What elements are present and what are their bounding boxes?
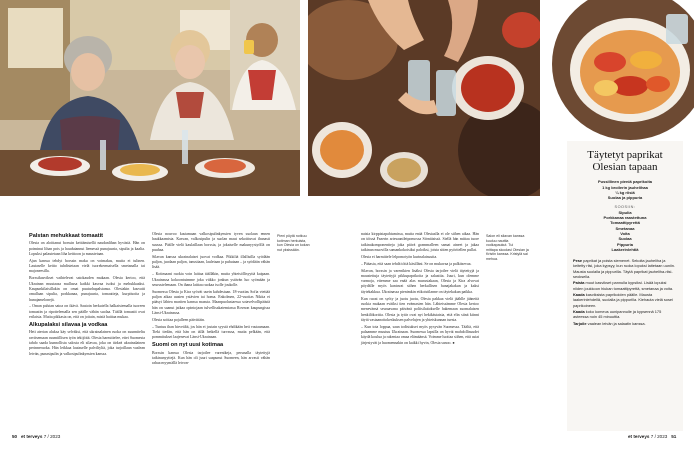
paragraph: Suomessa Olesia ja Kira syövät usein kahdestaan. 18-vuotias Sofia viettää paljon aikaa uusien ystävien tai homa. Enkolmen, 22-vuotias Nikita ei pääsyt lähtea mariten kanssa maasta. Maanpuolustaessa sotavelvollipäästä hän on saanut jatkaa opintojaan tulvellisakatemiassa Rovnon kaupungissa Länsi-Ukrainassa. — [152, 289, 270, 315]
ingredient-item: Sipulia — [618, 209, 632, 215]
footer-left — [12, 434, 60, 439]
ingredient-item: Smetanaa — [615, 225, 635, 231]
photo-hands-with-dishes — [308, 0, 540, 196]
paragraph: naisia kirppistapahtumissa, mutta enää Olesiaalla ei ole siihen aikaa. Hän on töissä Fazerin artesaanileipomossa Sörnäisissä. Siellä hän mittaa tuore taikinakomponentteja joka päivä grammalleen samat aineet ja jakaa taikinan muovilla samankokoisiksi paloiksi, joista sitten pyöritellen pullat. — [361, 232, 479, 252]
paragraph: Olesia ei harmittele lelpomotyön kurinalaisuutta. — [361, 254, 438, 259]
subheading-palsta: Palstan mehukkaat tomaatit — [29, 233, 103, 239]
paragraph: – Kotimaani ruokia voin laittaa täälläkin, mutta yhteisöllisyyttä kaipaan. Ukrainassa kokoontuimme joka viikko jonkun ystävän luo syömään ja seurustelemaan. On ihana laittaa ruokaa isolle joukolle. — [152, 272, 270, 287]
photo-kitchen-portrait — [0, 0, 300, 196]
article-column-1 — [29, 232, 145, 358]
method-step: Kaada koko komeus uunipannulle ja kypsennä 175 asteessa noin 45 minuuttia. — [573, 309, 662, 320]
subheading-suomi: Suomi on nyt uusi kotimaa — [152, 342, 224, 349]
photo-caption-left: Pieni pöytä notkuu kotiman herkuista, kun Olesia on kokan nut yksissään. — [277, 234, 310, 252]
paragraph: Borssin kanssa Olesia tarjoilee varenikeja, perunalla täytettyjä taikinanyyttejä. Kun hän oli juuri saapunut Suomeen, hän arvasti vähän rahaa myymällä leivon- — [152, 350, 270, 366]
paragraph: – Kun tota loppua, saan todistukset myös pysyvän Suomessa. Täältä, että palaamme muutuu Ukrainaan. Suomessa lapsilla on hyvät mahdollisuudet käydä koulua ja rakentaa omaa elämäänsä. Voimme luottaa siihen, että asiat järjestyvät ja huomennakin on kaikki hyvin, Olesia sanoo. ● — [361, 324, 479, 345]
footer-right — [628, 434, 676, 439]
recipe-method — [573, 258, 677, 326]
method-step: Kaada kasviksista paprikoiden päälle. Mausta laakerinlehdellä, suolalla ja pippurilla. Kiehauta vielä sosei paprikoineen. — [573, 292, 673, 308]
page-number-right: 51 — [671, 434, 677, 439]
page-number-left: 50 — [12, 434, 18, 439]
issue-left: 7 / 2023 — [43, 434, 61, 439]
paragraph: Ajan kanssa tehdyt borssin maku on voimakas, mutta ei tulinen. Lautaselle keitto tuhdistetaan vielä tuorekermaisella smetanalla tai majoneesilla. — [29, 258, 145, 274]
ingredient-item: Laakerinlehtiä — [611, 246, 639, 252]
paragraph: Borssikasvikset vaihtelevat satokauden mukaan. Olesia kertoo, että Ukrainan muutaasa mullassa kaikki kasvaa isoksi ja mehukkaaksi. Kaupunkilaisillakin on omat puutarhapalstansa. Olesiakin kasvatti omallaan sipulia, porkkanaa, punajuuria, tomaatteja, kurpitsoita ja hunajamelonejá. — [29, 276, 145, 302]
paragraph: – Pääasia, että saan tehdä töitä käsilläni. Se on mukavaa ja palkitsevaa. — [361, 261, 472, 266]
ingredient-item: Pippuria — [616, 241, 633, 247]
paragraph: Silavan kanssa ukrainalaiset juovat vodkaa. Pikkiliä illallisilla syödään paljon, juodaan paljon, tanssitaan, lauletaan ja puhutaan – ja syödään vähän lisää. — [152, 254, 270, 270]
subheading-alkupala: Alkupalaksi silavaa ja vodkaa — [29, 321, 108, 328]
ingredient-list-sauce — [573, 210, 677, 252]
paragraph: Kun ruoat on syöty ja juotu juotu, Olesia pakkaa vielä jäählle jääneitä ruokia mukaan eväiksi tien evämasien hän. Lähteissämme Olesia kertoo menevänsä seuraavana päivänä poliisilaitokselle hakemaan suomalaisen henkilökorttia. Olesia ja tytär ovat nyt hekikästaisia, että elin siinä kiinni täytä vastaanottokeskuksen palvelujen ja yhteiskunnan tuesta. — [361, 296, 479, 322]
article-column-3 — [361, 232, 479, 348]
ingredient-item: 1 kg broilerin jauhelihaa — [602, 184, 648, 190]
method-step: Pese paprikat ja poista siemenet. Sekoita jauheliha ja keitetty riisi, joka kypsyy, kun ruoka lopuksi laitetaan uuniin. Mausta suolalla ja pippurilla. Täytä paprikat jauheliha-riisi-seoksella. — [573, 258, 675, 279]
method-step: Paista muut kasvikset pannulla kypsiksi. Lisää lopuksi niiden joukkoon hiukan tomaattipyrettä, smetanaa ja voita. — [573, 280, 674, 291]
method-step: Tarjoile vaalean leivän ja salaatin kanssa. — [573, 320, 646, 326]
recipe-box — [567, 141, 683, 431]
brand-right: et terveys — [628, 434, 650, 439]
ingredient-list-main — [573, 179, 677, 201]
ingredient-item: Tomaattipyrettä — [610, 220, 640, 226]
ingredient-item: Pussillinen pieniä paprikoita — [597, 179, 652, 185]
photo-stuffed-peppers — [548, 0, 694, 140]
ingredient-item: Porkkanaa raastettuna — [603, 215, 647, 221]
paragraph: – Oman palstan satoa on ikävä. Saatoin herkutella halkaistemalla tuoreen tomaatin ja ripottelemalla sen päälle vähän suolaa. Täällä tomaatit ovat erilaisia. Mutta pikkasia on, että on joitain, mistä haittaa mukaa. — [29, 304, 145, 320]
paragraph: Heti aterian aluksa käy selväksi, että ukrainalainen ruoka on suunniteltu ravitsemaan ruumiillisen työn tekijöitä. Olesia harmittelee, ettei Suomesta tahdo saada kunnollista salosta eli silavaa, joka on tärkeä ukrainalainen perinneruoka. Hän leikkaa lautaselle palviltyltä, joka tarjoillaan vaalean leivän, punasipulin ja valkosipulinkynsien kanssa. — [29, 330, 145, 356]
brand-left: et terveys — [20, 434, 43, 439]
ingredient-item: Suolaa — [618, 236, 632, 242]
recipe-title: Täytetyt paprikat Olesian tapaan — [587, 149, 663, 173]
ingredient-item: Suolaa ja pippuria — [607, 195, 643, 201]
article-column-2 — [152, 232, 270, 368]
paragraph: Olesia on aloittanut borssin keittämisellä naudanlihan hyvästä. Hän on poiminut lihan pois ja haudutannut liemessä punajuuria, sipulia ja kaalia. Lopuksi palautetaan liha keittoon ja maustetaan. — [29, 241, 145, 256]
paragraph: Olesia soittaa pojalleen päivittäin. — [152, 317, 205, 322]
ingredient-item: Voita — [620, 231, 630, 236]
paragraph: – Tuntuu ihan hirveältä, jos hän ei jostain syystä ehdikään heti vastaamaan. Tieki tiedän, että hän on tällä hetkellä turvassa, mutta pelkään, että pommitukset laajenevat Länsi-Ukrainaan. — [152, 324, 270, 340]
issue-right: 7 / 2023 — [650, 434, 668, 439]
ingredient-item: ¼ kg riisiä — [615, 190, 635, 195]
paragraph: Olesia nouvoo kastamaan valkosipulinkynsien tyven suolaan ennen haukkaamista. Kasvan, valkosipulin ja suolan maut sekoittuvat ihanasti suussa. Päälle vielä kaulaillaan borssia, ja jokaiselle makunyystyöllä on puuhaa. — [152, 232, 270, 252]
paragraph: Silavan, borssin ja varenikien lisäksi Olesia tarjoilee vielä täytettyjä ja maustettuja täytettyjä pikkupaprikoita ja salaattia. Juuri, kun olemme varmoja, ettemme saa enää alas murustakaan, Olesia ja Kira alvovat pöydälle myös kantavat siihen herkullisen hunajakakun ja kaksi täytekakkua. Ukrainassa pienimkin etikoistilanne on täytekakun paikka. — [361, 268, 479, 294]
photo-caption-right: Salon eli silavan kanssa kuuluu nauttia vodkapaukut. Tui mittapa skoolasi Olesian ja Kristin kanssa. Kristylä sai mehua. — [486, 234, 529, 261]
sauce-subheading: SOOSIIN: — [614, 204, 636, 209]
